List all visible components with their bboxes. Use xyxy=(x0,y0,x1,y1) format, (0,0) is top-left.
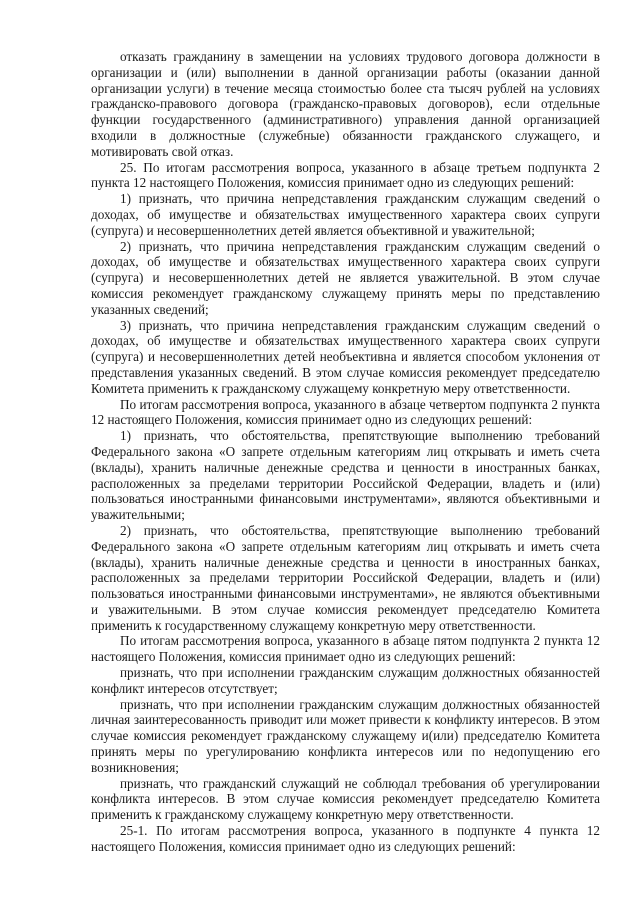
paragraph-refusal-continuation: отказать гражданину в замещении на условиях трудового договора должности в организации и (или) выполнении в данной организации работы (оказании данной организации услуги) в течение месяца стоимостью более ста тысяч рублей на условиях гражданско-правового договора (гражданско-правовых договоров), если отдельные функции государственного (административного) управления данной организацией входили в должностные (служебные) обязанности гражданского служащего, и мотивировать свой отказ. xyxy=(91,49,600,159)
paragraph-25-decision-2: 2) признать, что причина непредставления гражданским служащим сведений о доходах, об имуществе и обязательствах имущественного характера своих супруги (супруга) и несовершеннолетних детей не является уважительной. В этом случае комиссия рекомендует гражданскому служащему принять меры по представлению указанных сведений; xyxy=(91,238,600,317)
paragraph-abzac-4-intro: По итогам рассмотрения вопроса, указанного в абзаце четвертом подпункта 2 пункта 12 настоящего Положения, комиссия принимает одно из следующих решений: xyxy=(91,396,600,428)
paragraph-abzac-5-decision-1: признать, что при исполнении гражданским служащим должностных обязанностей конфликт интересов отсутствует; xyxy=(91,665,600,696)
paragraph-abzac-5-decision-2: признать, что при исполнении гражданским служащим должностных обязанностей личная заинтересованность приводит или может привести к конфликту интересов. В этом случае комиссия рекомендует гражданскому служащему и(или) председателю Комитета принять меры по урегулированию конфликта интересов или по недопущению его возникновения; xyxy=(91,696,600,775)
paragraph-25-decision-3: 3) признать, что причина непредставления гражданским служащим сведений о доходах, об имуществе и обязательствах имущественного характера своих супруги (супруга) и несовершеннолетних детей необъективна и является способом уклонения от представления указанных сведений. В этом случае комиссия рекомендует председателю Комитета применить к гражданскому служащему конкретную меру ответственности. xyxy=(91,317,600,396)
paragraph-item-25-1: 25-1. По итогам рассмотрения вопроса, указанного в подпункте 4 пункта 12 настоящего Положения, комиссия принимает одно из следующих решений: xyxy=(91,823,600,854)
paragraph-25-decision-1: 1) признать, что причина непредставления гражданским служащим сведений о доходах, об имуществе и обязательствах имущественного характера своих супруги (супруга) и несовершеннолетних детей является объективной и уважительной; xyxy=(91,191,600,238)
document-page xyxy=(91,49,600,855)
paragraph-item-25: 25. По итогам рассмотрения вопроса, указанного в абзаце третьем подпункта 2 пункта 12 настоящего Положения, комиссия принимает одно из следующих решений: xyxy=(91,159,600,191)
paragraph-abzac-4-decision-2: 2) признать, что обстоятельства, препятствующие выполнению требований Федерального закона «О запрете отдельным категориям лиц открывать и иметь счета (вклады), хранить наличные денежные средства и ценности в иностранных банках, расположенных за пределами территории Российской Федерации, владеть и (или) пользоваться иностранными финансовыми инструментами», не являются объективными и уважительными. В этом случае комиссия рекомендует председателю Комитета применить к государственному служащему конкретную меру ответственности. xyxy=(91,522,600,633)
paragraph-abzac-5-decision-3: признать, что гражданский служащий не соблюдал требования об урегулировании конфликта интересов. В этом случае комиссия рекомендует председателю Комитета применить к гражданскому служащему конкретную меру ответственности. xyxy=(91,775,600,823)
paragraph-abzac-4-decision-1: 1) признать, что обстоятельства, препятствующие выполнению требований Федерального закона «О запрете отдельным категориям лиц открывать и иметь счета (вклады), хранить наличные денежные средства и ценности в иностранных банках, расположенных за пределами территории Российской Федерации, владеть и (или) пользоваться иностранными финансовыми инструментами», являются объективными и уважительными; xyxy=(91,428,600,523)
paragraph-abzac-5-intro: По итогам рассмотрения вопроса, указанного в абзаце пятом подпункта 2 пункта 12 настоящего Положения, комиссия принимает одно из следующих решений: xyxy=(91,633,600,665)
